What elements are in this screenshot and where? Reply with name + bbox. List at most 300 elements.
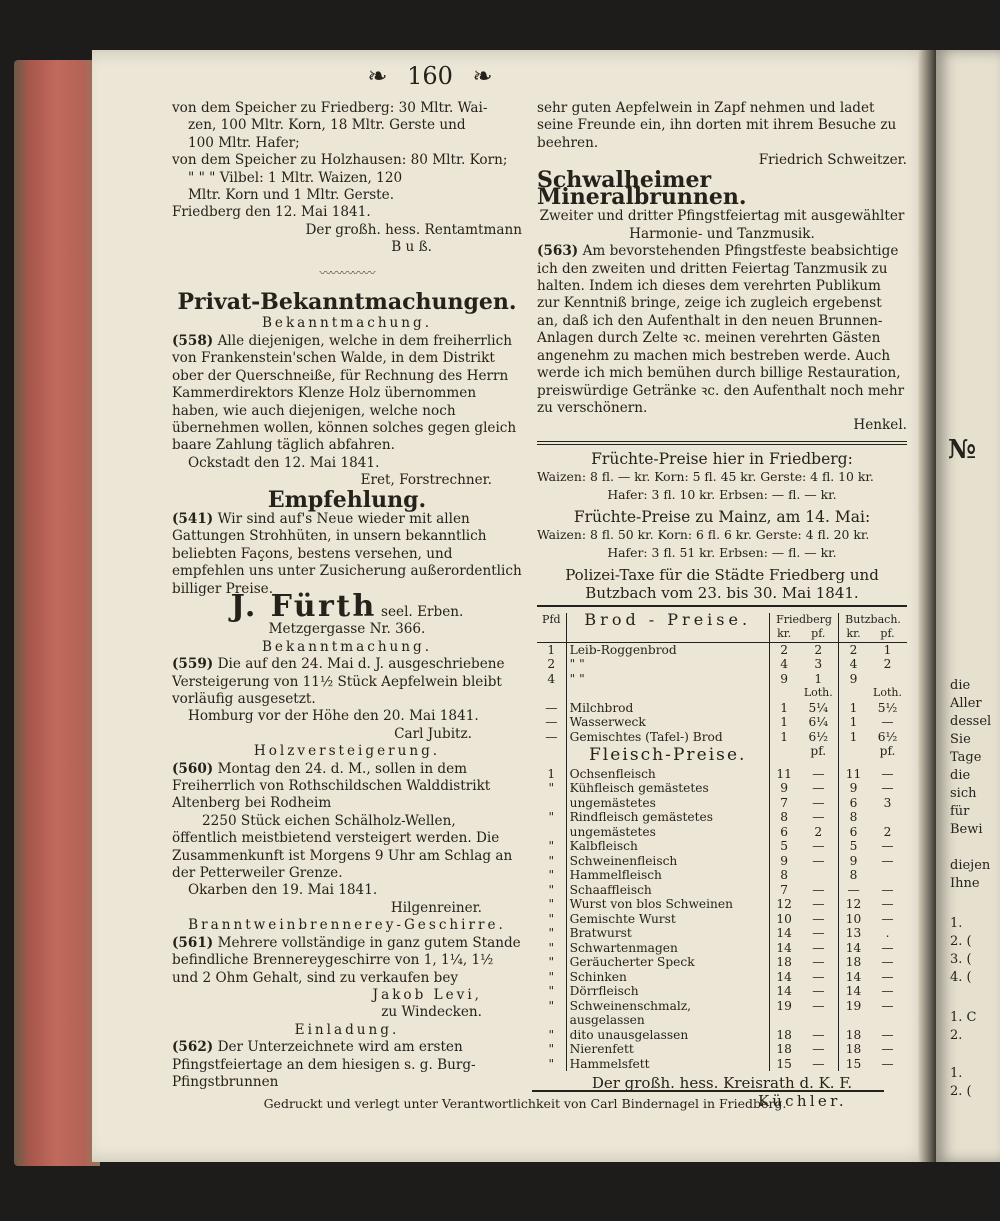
row-product: Bratwurst [566, 926, 769, 941]
closing-signature-name: Küchler. [758, 1091, 847, 1110]
row-product: Schweinenfleisch [566, 854, 769, 869]
next-page-text: für [950, 804, 970, 819]
butzbach-pf: — [881, 955, 894, 970]
ad-text: Am bevorstehenden Pfingstfeste beabsichtige ich den zweiten und dritten Feiertag Tanzmusik zu halten. Indem ich dieses dem verehrten Publikum zur Kenntniß bringe, zeige ich zugleich ergebenst an, daß ich den Aufenthalt in den neuen Brunnen-Anlagen durch Zelte ꝛc. meinen verehrten Gästen angenehm zu machen mich bestreben werde. Auch werde ich mich bemühen durch billige Restauration, preiswürdige Getränke ꝛc. den Aufenthalt noch mehr zu verschönern. [537, 243, 905, 416]
book-page-edge [14, 60, 100, 1166]
ad-signature: Jakob Levi, [372, 986, 482, 1003]
row-product: ungemästetes [566, 796, 769, 811]
row-pfd: " [548, 1042, 555, 1057]
butzbach-pf: — [881, 1056, 894, 1071]
butzbach-pf: — [881, 853, 894, 868]
next-page-text: sich [950, 786, 977, 801]
row-pfd: — [545, 715, 558, 730]
ad-561 [172, 935, 522, 987]
butzbach-kr: — [847, 882, 860, 897]
next-page-text: die [950, 768, 971, 783]
friedberg-kr: 4 [780, 657, 789, 672]
friedberg-kr: 18 [776, 1027, 792, 1042]
butzbach-pf: 1 [883, 642, 892, 657]
next-page-text: 3. ( [950, 952, 972, 967]
friedberg-pf: — [798, 1057, 838, 1072]
ad-date: Homburg vor der Höhe den 20. Mai 1841. [188, 708, 479, 725]
row-product: ungemästetes [566, 825, 769, 840]
butzbach-pf: — [881, 1027, 894, 1042]
butzbach-pf: — [881, 882, 894, 897]
police-tax-title: Butzbach vom 23. bis 30. Mai 1841. [585, 583, 859, 602]
row-product: dito unausgelassen [566, 1028, 769, 1043]
ornament-left: ❧ [367, 62, 388, 90]
table-row [537, 984, 907, 999]
butzbach-kr: 4 [849, 657, 858, 672]
page-number-text: 160 [407, 62, 453, 90]
butzbach-kr: 19 [845, 998, 862, 1013]
friedberg-pf: — [798, 912, 838, 927]
ornament-right: ❧ [472, 62, 493, 90]
friedberg-pf: 3 [798, 657, 838, 672]
ad-number: (558) [172, 332, 214, 349]
friedberg-kr: 5 [780, 839, 789, 854]
row-product: " " [566, 657, 769, 672]
ad-heading: Schwalheimer Mineralbrunnen. [537, 166, 747, 211]
table-row [537, 686, 907, 701]
table-row [537, 1057, 907, 1072]
butzbach-kr: 8 [849, 868, 858, 883]
row-product: " " [566, 672, 769, 687]
friedberg-kr: 14 [776, 940, 792, 955]
closing-signature: Der großh. hess. Kreisrath d. K. F. [591, 1074, 853, 1093]
friedberg-kr: 9 [780, 781, 789, 796]
table-row [537, 839, 907, 854]
row-product: Schinken [566, 970, 769, 985]
butzbach-kr: 5 [849, 839, 858, 854]
ad-heading: Bekanntmachung. [261, 638, 433, 655]
book-gutter [918, 50, 936, 1162]
butzbach-kr: 6 [849, 795, 858, 810]
row-product: Ochsenfleisch [566, 767, 769, 782]
row-pfd: " [548, 984, 555, 999]
friedberg-kr: 8 [780, 810, 789, 825]
ad-signature: Hilgenreiner. [390, 899, 482, 916]
friedberg-kr: 9 [780, 853, 789, 868]
butzbach-kr: 2 [849, 642, 858, 657]
intro-line: Mltr. Korn und 1 Mltr. Gerste. [188, 187, 395, 204]
table-row [537, 897, 907, 912]
page-number [0, 62, 860, 90]
row-product: Geräucherter Speck [566, 955, 769, 970]
double-rule [537, 441, 907, 445]
butzbach-pf: — [881, 897, 894, 912]
friedberg-kr: 15 [776, 1056, 792, 1071]
butzbach-pf: — [881, 1042, 894, 1057]
butzbach-kr: 1 [849, 700, 858, 715]
table-row [537, 883, 907, 898]
butzbach-kr: 1 [849, 729, 858, 744]
intro-line: 100 Mltr. Hafer; [188, 134, 300, 151]
row-product: Milchbrod [566, 701, 769, 716]
row-product: Wasserweck [566, 715, 769, 730]
friedberg-kr: 14 [776, 984, 792, 999]
table-row [537, 810, 907, 825]
row-pfd: " [548, 998, 555, 1013]
table-row [537, 1028, 907, 1043]
butzbach-pf: — [881, 715, 894, 730]
butzbach-kr: 15 [845, 1056, 862, 1071]
ad-heading: Branntweinbrennerey-Geschirre. [188, 917, 506, 934]
row-product: Gemischtes (Tafel-) Brod [566, 730, 769, 745]
price-table [537, 609, 907, 1072]
roll-rows [537, 701, 907, 745]
col-pf: pf. [868, 627, 907, 642]
friedberg-pf: — [798, 854, 838, 869]
friedberg-kr: 18 [776, 955, 792, 970]
butzbach-pf: — [881, 984, 894, 999]
table-row [537, 730, 907, 745]
butzbach-kr: 6 [849, 824, 858, 839]
row-pfd: " [548, 882, 555, 897]
table-row [537, 657, 907, 672]
ad-number: (563) [537, 243, 579, 260]
next-page-text: Sie [950, 732, 971, 747]
ad-date: Okarben den 19. Mai 1841. [188, 882, 378, 899]
row-pfd: " [548, 1027, 555, 1042]
row-product: Leib-Roggenbrod [566, 642, 769, 657]
unit-label: Loth. [798, 686, 838, 701]
row-product: Rindfleisch gemästetes [566, 810, 769, 825]
row-pfd: " [548, 926, 555, 941]
row-product: Gemischte Wurst [566, 912, 769, 927]
butzbach-pf [868, 868, 907, 883]
table-row [537, 672, 907, 687]
ad-signature: Friedrich Schweitzer. [758, 152, 907, 169]
intro-line: " " " Vilbel: 1 Mltr. Waizen, 120 [188, 169, 403, 186]
row-product: Kühfleisch gemästetes [566, 781, 769, 796]
friedberg-kr: 7 [780, 882, 789, 897]
unit-label: Loth. [873, 686, 902, 700]
intro-line: von dem Speicher zu Friedberg: 30 Mltr. Wai- [172, 100, 488, 116]
friedberg-pf: 2 [798, 642, 838, 657]
friedberg-kr: 7 [780, 795, 789, 810]
row-product: Hammelfleisch [566, 868, 769, 883]
friedberg-pf: — [798, 1042, 838, 1057]
butzbach-pf: — [881, 839, 894, 854]
next-page-text: 1. [950, 1066, 963, 1081]
ad-signature: Eret, Forstrechner. [360, 472, 492, 489]
row-pfd: " [548, 868, 555, 883]
ad-heading: Holzversteigerung. [253, 743, 441, 760]
next-page-text: 4. ( [950, 970, 972, 985]
fruit-prices-title: Früchte-Preise zu Mainz, am 14. Mai: [573, 507, 871, 526]
row-product: Dörrfleisch [566, 984, 769, 999]
ad-text: Mehrere vollständige in ganz gutem Stande befindliche Brennereygeschirre von 1, 1¼, 1½ und 2 Ohm Gehalt, sind zu verkaufen bey [172, 934, 521, 986]
butzbach-pf: 3 [883, 795, 892, 810]
ad-name-line [172, 588, 522, 624]
row-pfd: 1 [547, 642, 556, 657]
fruit-prices-line: Waizen: 8 fl. — kr. Korn: 5 fl. 45 kr. Gerste: 4 fl. 10 kr. [537, 469, 874, 485]
friedberg-pf: — [798, 810, 838, 825]
friedberg-pf: — [798, 955, 838, 970]
butzbach-pf: 6½ [877, 729, 898, 744]
ad-560 [172, 761, 522, 813]
fruit-prices-title: Früchte-Preise hier in Friedberg: [591, 449, 853, 468]
ad-name-suffix: seel. Erben. [381, 603, 464, 620]
butzbach-kr: 11 [845, 766, 862, 781]
meat-title: Fleisch-Preise. [566, 744, 769, 767]
friedberg-kr: 19 [776, 998, 792, 1013]
butzbach-kr: 9 [849, 781, 858, 796]
table-row [537, 941, 907, 956]
friedberg-pf: — [798, 767, 838, 782]
row-pfd: " [548, 897, 555, 912]
row-pfd: 1 [547, 766, 556, 781]
table-row [537, 1042, 907, 1057]
next-page-text: Tage [950, 750, 982, 765]
ad-558 [172, 333, 522, 455]
col-kr: kr. [769, 627, 798, 642]
butzbach-kr: 18 [845, 1027, 862, 1042]
row-pfd [537, 825, 566, 840]
ad-heading: Empfehlung. [267, 486, 427, 513]
friedberg-kr: 1 [780, 700, 789, 715]
row-pfd: " [548, 911, 555, 926]
butzbach-pf: 2 [883, 824, 892, 839]
row-pfd: 4 [547, 671, 556, 686]
butzbach-pf: — [881, 781, 894, 796]
friedberg-pf: — [798, 883, 838, 898]
row-pfd: " [548, 781, 555, 796]
butzbach-pf: 2 [883, 657, 892, 672]
bread-rows [537, 642, 907, 686]
butzbach-kr: 14 [845, 940, 862, 955]
row-product: Schwartenmagen [566, 941, 769, 956]
footer-rule [532, 1090, 884, 1092]
row-product: Schaaffleisch [566, 883, 769, 898]
friedberg-kr: 1 [780, 715, 789, 730]
friedberg-pf: 6½ [798, 730, 838, 745]
ad-date: Ockstadt den 12. Mai 1841. [188, 454, 380, 471]
friedberg-pf: — [798, 839, 838, 854]
col-product: Brod - Preise. [566, 613, 769, 643]
ad-signature: Henkel. [853, 417, 907, 434]
butzbach-pf [868, 810, 907, 825]
row-pfd: — [545, 729, 558, 744]
friedberg-pf: — [798, 926, 838, 941]
table-row [537, 701, 907, 716]
butzbach-pf: — [881, 998, 894, 1013]
ad-text: Wir sind auf's Neue wieder mit allen Gattungen Strohhüten, in unsern bekanntlich beliebten Façons, bestens versehen, und empfehlen uns unter Zusicherung außerordentlich billiger Preise. [172, 510, 522, 597]
table-row [537, 999, 907, 1028]
table-row [537, 926, 907, 941]
friedberg-pf: — [798, 897, 838, 912]
row-product: Nierenfett [566, 1042, 769, 1057]
ad-number: (561) [172, 934, 214, 951]
imprint-footer: Gedruckt und verlegt unter Verantwortlichkeit von Carl Bindernagel in Friedberg. [263, 1096, 787, 1111]
friedberg-kr: 6 [780, 824, 789, 839]
table-row [537, 970, 907, 985]
friedberg-kr: 9 [780, 671, 789, 686]
friedberg-pf: — [798, 781, 838, 796]
row-pfd: " [548, 969, 555, 984]
fruit-prices-line: Hafer: 3 fl. 51 kr. Erbsen: — fl. — kr. [607, 544, 837, 560]
butzbach-kr: 12 [845, 897, 862, 912]
butzbach-pf: — [881, 940, 894, 955]
section-title: Privat-Bekanntmachungen. [177, 289, 517, 316]
table-row [537, 868, 907, 883]
row-product: Hammelsfett [566, 1057, 769, 1072]
row-pfd: " [548, 1056, 555, 1071]
meat-section-title [537, 744, 907, 767]
col-pfd: Pfd [537, 613, 566, 643]
next-page-text: 2. [950, 1028, 963, 1043]
friedberg-pf: — [798, 999, 838, 1028]
ornament-divider: 〰〰〰〰〰 [319, 265, 375, 280]
butzbach-kr: 1 [849, 715, 858, 730]
col-pf: pf. [798, 627, 838, 642]
butzbach-kr: 14 [845, 969, 862, 984]
row-pfd: " [548, 839, 555, 854]
butzbach-pf: 5½ [877, 700, 898, 715]
butzbach-kr: 14 [845, 984, 862, 999]
table-header-row [537, 613, 907, 628]
row-pfd: " [548, 940, 555, 955]
ad-563 [537, 243, 907, 417]
col-kr: kr. [839, 627, 868, 642]
fruit-prices-line: Hafer: 3 fl. 10 kr. Erbsen: — fl. — kr. [607, 486, 837, 502]
next-page-fragment [936, 50, 1000, 1162]
friedberg-kr: 14 [776, 969, 792, 984]
friedberg-pf: — [798, 941, 838, 956]
friedberg-kr: 1 [780, 729, 789, 744]
ad-text: Der Unterzeichnete wird am ersten Pfingstfeiertage an dem hiesigen s. g. Burg-Pfingstbrunnen [172, 1039, 476, 1090]
next-page-text: die [950, 678, 971, 693]
table-row [537, 642, 907, 657]
fruit-prices-line: Waizen: 8 fl. 50 kr. Korn: 6 fl. 6 kr. Gerste: 4 fl. 20 kr. [537, 527, 870, 543]
butzbach-kr: 9 [849, 671, 858, 686]
butzbach-kr: 10 [845, 911, 862, 926]
right-column [537, 100, 907, 1110]
unit-label: pf. [879, 744, 896, 759]
intro-date: Friedberg den 12. Mai 1841. [172, 204, 371, 221]
police-tax-title: Polizei-Taxe für die Städte Friedberg und [565, 566, 879, 585]
ad-562 [172, 1039, 522, 1091]
ad-heading: Bekanntmachung. [261, 315, 433, 332]
next-page-text: 2. ( [950, 1084, 972, 1099]
intro-signature: Der großh. hess. Rentamtmann [305, 221, 522, 238]
intro-line: von dem Speicher zu Holzhausen: 80 Mltr. Korn; [172, 152, 508, 169]
friedberg-kr: 18 [776, 1042, 792, 1057]
table-row [537, 796, 907, 811]
butzbach-kr: 9 [849, 853, 858, 868]
ad-text: Alle diejenigen, welche in dem freiherrlich von Frankenstein'schen Walde, in dem Distrikt ober der Querschneiße, für Rechnung des Herrn Kammerdirektors Klenze Holz übernommen haben, wie auch diejenigen, welche noch übernehmen wollen, können solches gegen gleich baare Zahlung täglich abfahren. [172, 332, 517, 454]
friedberg-kr: 2 [780, 642, 789, 657]
row-product: Kalbfleisch [566, 839, 769, 854]
col-friedberg: Friedberg [769, 613, 838, 628]
next-page-text: dessel [950, 714, 992, 729]
ad-text-line: 2250 Stück eichen Schälholz-Wellen, [202, 812, 456, 829]
butzbach-pf: — [881, 969, 894, 984]
friedberg-pf: — [798, 984, 838, 999]
next-page-text: Bewi [950, 822, 983, 837]
butzbach-pf: — [881, 766, 894, 781]
friedberg-pf [798, 868, 838, 883]
butzbach-kr: 18 [845, 1042, 862, 1057]
ad-text: Die auf den 24. Mai d. J. ausgeschriebene Versteigerung von 11½ Stück Aepfelwein bleibt vorläufig ausgesetzt. [172, 656, 505, 707]
butzbach-pf [868, 672, 907, 687]
friedberg-kr: 12 [776, 897, 792, 912]
next-page-text: 1. [950, 916, 963, 931]
ad-text-line: öffentlich meistbietend versteigert werden. Die Zusammenkunft ist Morgens 9 Uhr am Schlag an der Petterweiler Grenze. [172, 830, 513, 882]
butzbach-kr: 13 [845, 926, 862, 941]
butzbach-pf: . [885, 926, 890, 941]
table-top-rule [537, 605, 907, 607]
friedberg-kr: 14 [776, 926, 792, 941]
friedberg-kr: 11 [776, 766, 792, 781]
ad-continuation: sehr guten Aepfelwein in Zapf nehmen und ladet seine Freunde ein, ihn dorten mit ihrem Besuche zu beehren. [537, 100, 897, 151]
table-row [537, 854, 907, 869]
next-page-text: diejen [950, 858, 991, 873]
row-product: Schweinenschmalz, ausgelassen [566, 999, 769, 1028]
row-pfd: — [545, 700, 558, 715]
next-page-text: Ihne [950, 876, 980, 891]
ad-number: (560) [172, 760, 214, 777]
ad-number: (541) [172, 510, 214, 527]
table-row [537, 715, 907, 730]
next-page-text: Aller [950, 696, 982, 711]
ad-541 [172, 511, 522, 598]
ad-signature: Carl Jubitz. [394, 725, 472, 742]
table-row [537, 781, 907, 796]
left-column [172, 100, 522, 1091]
row-pfd: 2 [547, 657, 556, 672]
ad-text: Montag den 24. d. M., sollen in dem Freiherrlich von Rothschildschen Walddistrikt Altenberg bei Rodheim [172, 760, 491, 812]
friedberg-pf: 2 [798, 825, 838, 840]
loth-unit-row [537, 686, 907, 701]
friedberg-pf: — [798, 1028, 838, 1043]
friedberg-kr: 8 [780, 868, 789, 883]
table-row [537, 912, 907, 927]
butzbach-kr: 18 [845, 955, 862, 970]
table-row [537, 955, 907, 970]
friedberg-pf: 6¼ [798, 715, 838, 730]
ad-heading: Einladung. [294, 1021, 400, 1038]
intro-signature-name: B u ß. [391, 239, 432, 256]
ad-number: (562) [172, 1039, 214, 1056]
intro-line: zen, 100 Mltr. Korn, 18 Mltr. Gerste und [188, 117, 466, 134]
col-butzbach: Butzbach. [845, 612, 901, 626]
row-product: Wurst von blos Schweinen [566, 897, 769, 912]
row-pfd: " [548, 955, 555, 970]
row-pfd [537, 796, 566, 811]
ad-number: (559) [172, 656, 214, 673]
next-page-text: № [948, 435, 977, 465]
next-page-text: 2. ( [950, 934, 972, 949]
meat-rows [537, 767, 907, 1072]
butzbach-pf: — [881, 911, 894, 926]
ad-subtitle: Zweiter und dritter Pfingstfeiertag mit ausgewählter Harmonie- und Tanzmusik. [539, 208, 905, 242]
friedberg-pf: — [798, 970, 838, 985]
table-row [537, 744, 907, 767]
friedberg-kr: 10 [776, 911, 792, 926]
row-pfd: " [548, 810, 555, 825]
next-page-text: 1. C [950, 1010, 977, 1025]
friedberg-pf: 5¼ [798, 701, 838, 716]
butzbach-kr: 8 [849, 810, 858, 825]
table-row [537, 767, 907, 782]
table-row [537, 825, 907, 840]
ad-address: Metzgergasse Nr. 366. [268, 621, 426, 638]
unit-label: pf. [798, 744, 838, 767]
friedberg-pf: — [798, 796, 838, 811]
ad-signature: zu Windecken. [381, 1004, 482, 1021]
